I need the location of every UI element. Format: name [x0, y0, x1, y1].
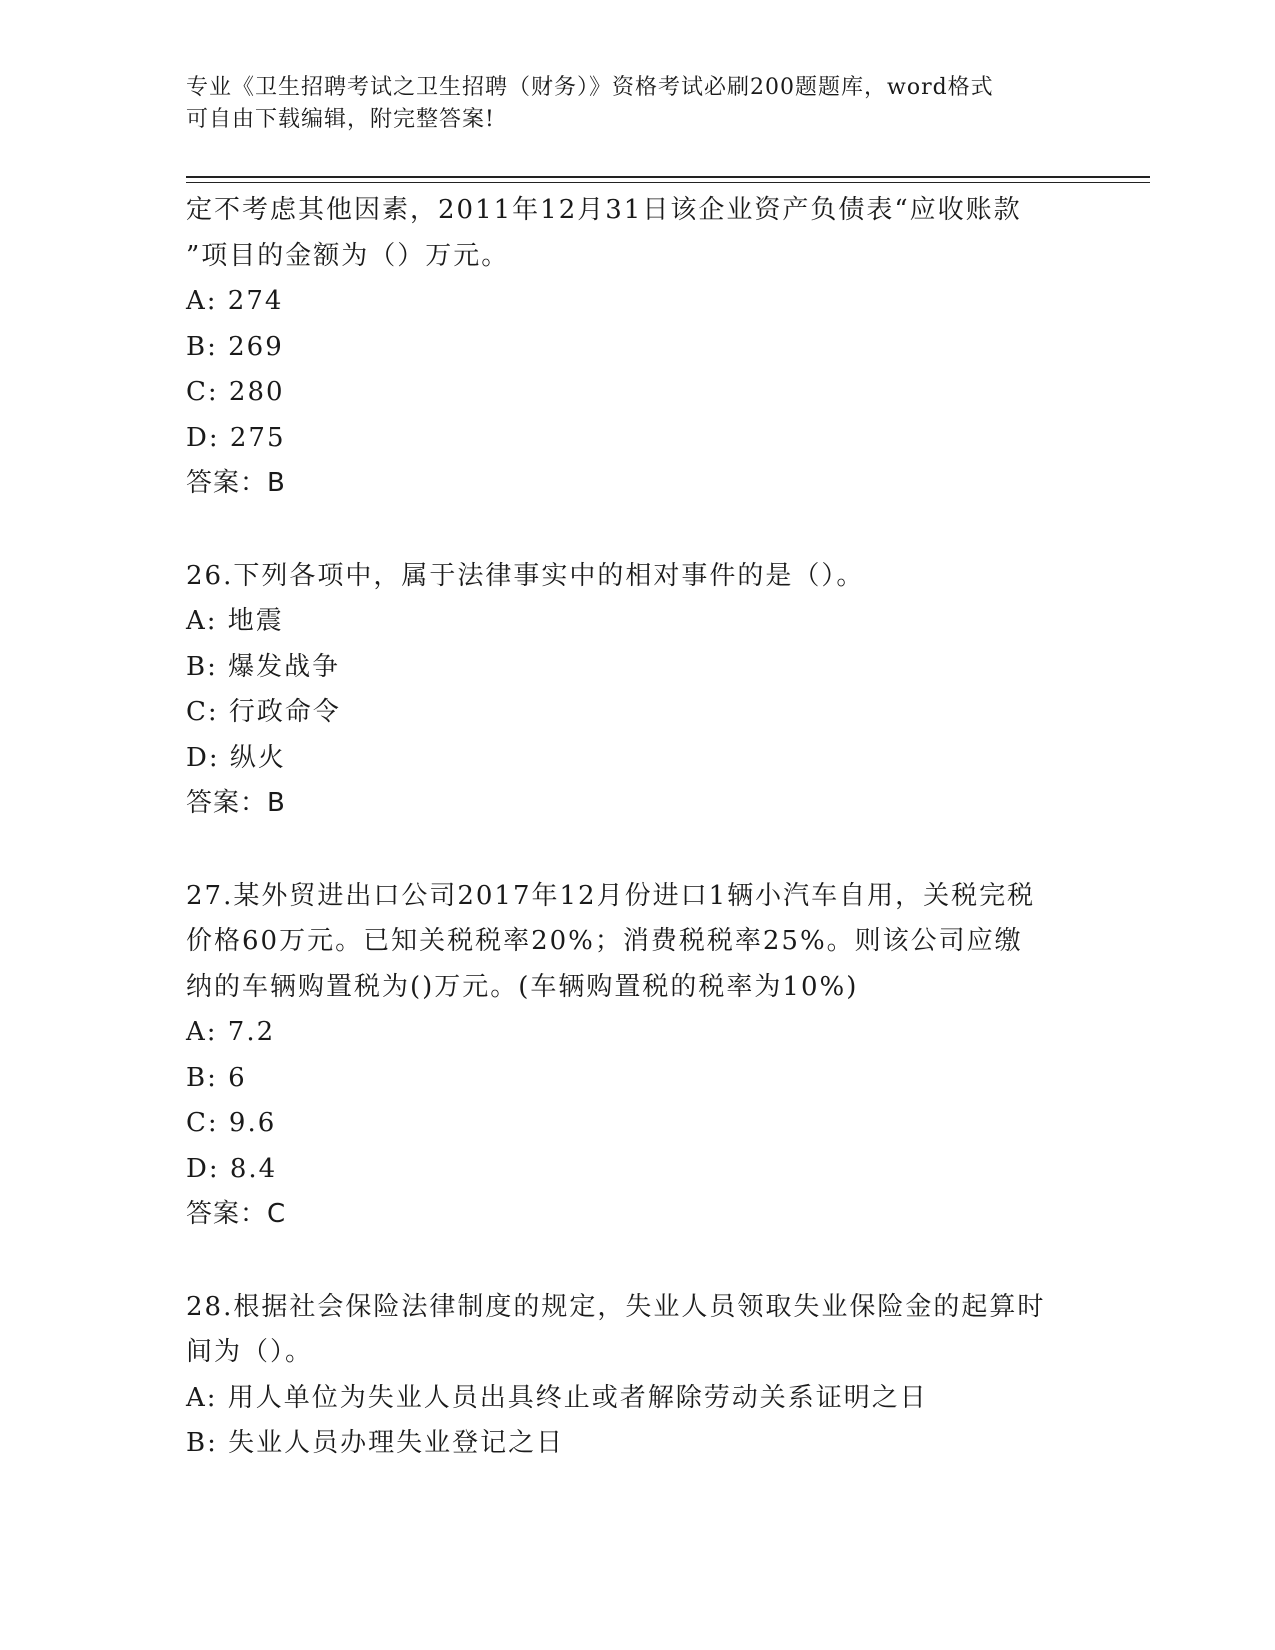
question-text: 26.下列各项中，属于法律事实中的相对事件的是（）。 [186, 560, 865, 591]
spacer [186, 1238, 1086, 1285]
header-line-2: 可自由下载编辑，附完整答案! [186, 107, 495, 132]
question-text: 定不考虑其他因素，2011年12月31日该企业资产负债表“应收账款 [186, 195, 1022, 225]
answer-label: 答案：C [186, 1199, 287, 1229]
question-25 [186, 188, 1086, 507]
option-c: C: 9.6 [186, 1108, 277, 1138]
question-text: 纳的车辆购置税为()万元。(车辆购置税的税率为10%) [186, 971, 859, 1002]
header-divider-thick [186, 176, 1150, 178]
header-divider-thin [186, 182, 1150, 183]
option-a: A: 地震 [186, 606, 284, 636]
option-b: B: 269 [186, 331, 284, 362]
option-d: D: 8.4 [186, 1153, 278, 1184]
option-b: B: 6 [186, 1062, 247, 1093]
question-text: 价格60万元。已知关税税率20%；消费税税率25%。则该公司应缴 [186, 926, 1023, 956]
option-c: C: 280 [186, 377, 285, 407]
option-b: B: 爆发战争 [186, 651, 341, 682]
question-text: 28.根据社会保险法律制度的规定，失业人员领取失业保险金的起算时 [186, 1291, 1046, 1322]
question-content [186, 188, 1086, 1467]
question-text: ”项目的金额为（）万元。 [186, 240, 510, 271]
spacer [186, 507, 1086, 554]
document-header [186, 72, 1066, 136]
answer-label: 答案：B [186, 788, 286, 818]
option-a: A: 274 [186, 286, 284, 316]
spacer [186, 827, 1086, 874]
option-a: A: 7.2 [186, 1017, 276, 1047]
question-26 [186, 554, 1086, 827]
option-c: C: 行政命令 [186, 697, 341, 727]
question-text: 间为（）。 [186, 1337, 314, 1367]
option-a: A: 用人单位为失业人员出具终止或者解除劳动关系证明之日 [186, 1382, 928, 1413]
header-line-1: 专业《卫生招聘考试之卫生招聘（财务）》资格考试必刷200题题库，word格式 [186, 75, 994, 100]
option-d: D: 纵火 [186, 742, 286, 773]
question-28 [186, 1285, 1086, 1467]
question-27 [186, 874, 1086, 1238]
answer-label: 答案：B [186, 468, 286, 498]
option-b: B: 失业人员办理失业登记之日 [186, 1428, 565, 1458]
question-text: 27.某外贸进出口公司2017年12月份进口1辆小汽车自用，关税完税 [186, 880, 1036, 911]
option-d: D: 275 [186, 422, 286, 453]
